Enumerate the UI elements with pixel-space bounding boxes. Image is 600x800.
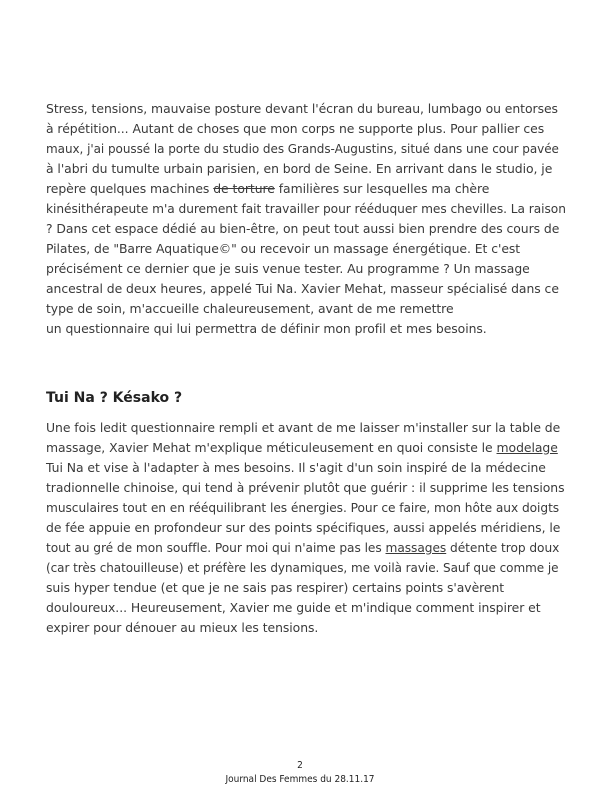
- text-line: ? Dans cet espace dédié au bien-être, on peut tout aussi bien prendre des cours de: [46, 221, 560, 236]
- source-citation: Journal Des Femmes du 28.11.17: [225, 774, 375, 785]
- section-heading: Tui Na ? Késako ?: [46, 390, 183, 406]
- text-line: ancestral de deux heures, appelé Tui Na. Xavier Mehat, masseur spécialisé dans ce: [46, 281, 559, 296]
- modelage-link[interactable]: modelage: [496, 440, 558, 455]
- text-segment: tout au gré de mon souffle. Pour moi qui n'aime pas les: [46, 541, 386, 555]
- intro-paragraph: [46, 99, 566, 339]
- text-line: douloureux... Heureusement, Xavier me guide et m'indique comment inspirer et: [46, 600, 541, 615]
- text-line: kinésithérapeute m'a durement fait travailler pour rééduquer mes chevilles. La raison: [46, 202, 566, 216]
- text-line: Tui Na et vise à l'adapter à mes besoins. Il s'agit d'un soin inspiré de la médecine: [46, 460, 546, 475]
- text-line: Stress, tensions, mauvaise posture devant l'écran du bureau, lumbago ou entorses: [46, 101, 558, 116]
- text-line: Une fois ledit questionnaire rempli et avant de me laisser m'installer sur la table de: [46, 420, 561, 435]
- text-line: à répétition... Autant de choses que mon corps ne supporte plus. Pour pallier ces: [46, 121, 545, 136]
- text-line: expirer pour dénouer au mieux les tensions.: [46, 620, 319, 635]
- text-line: de fée appuie en profondeur sur des points spécifiques, aussi appelés méridiens, le: [46, 520, 561, 535]
- text-line: précisément ce dernier que je suis venue tester. Au programme ? Un massage: [46, 261, 530, 276]
- text-line: Pilates, de "Barre Aquatique©" ou recevoir un massage énergétique. Et c'est: [46, 241, 521, 256]
- text-line: un questionnaire qui lui permettra de définir mon profil et mes besoins.: [46, 321, 487, 336]
- text-line: [46, 538, 566, 558]
- text-line: type de soin, m'accueille chaleureusement, avant de me remettre: [46, 301, 454, 316]
- text-segment: massage, Xavier Mehat m'explique méticuleusement en quoi consiste le: [46, 440, 497, 455]
- text-line: musculaires tout en en rééquilibrant les énergies. Pour ce faire, mon hôte aux doigts: [46, 501, 560, 515]
- text-line: [46, 438, 566, 458]
- text-line: à l'abri du tumulte urbain parisien, en bord de Seine. En arrivant dans le studio, je: [46, 161, 553, 176]
- text-line: maux, j'ai poussé la porte du studio des Grands-Augustins, situé dans une cour pavée: [46, 142, 559, 156]
- text-segment: détente trop doux: [446, 541, 560, 555]
- massages-link[interactable]: massages: [385, 541, 447, 555]
- text-line: tradionnelle chinoise, qui tend à prévenir plutôt que guérir : il supprime les tensions: [46, 480, 565, 495]
- text-line: suis hyper tendue (et que je ne sais pas respirer) certains points s'avèrent: [46, 580, 505, 595]
- text-segment: repère quelques machines: [46, 181, 214, 196]
- text-segment: familières sur lesquelles ma chère: [274, 181, 490, 196]
- page-number: 2: [297, 760, 303, 771]
- section-paragraph: [46, 418, 566, 638]
- strikethrough-text: de torture: [213, 181, 275, 196]
- text-line: (car très chatouilleuse) et préfère les dynamiques, me voilà ravie. Sauf que comme je: [46, 561, 559, 575]
- text-line: [46, 179, 566, 199]
